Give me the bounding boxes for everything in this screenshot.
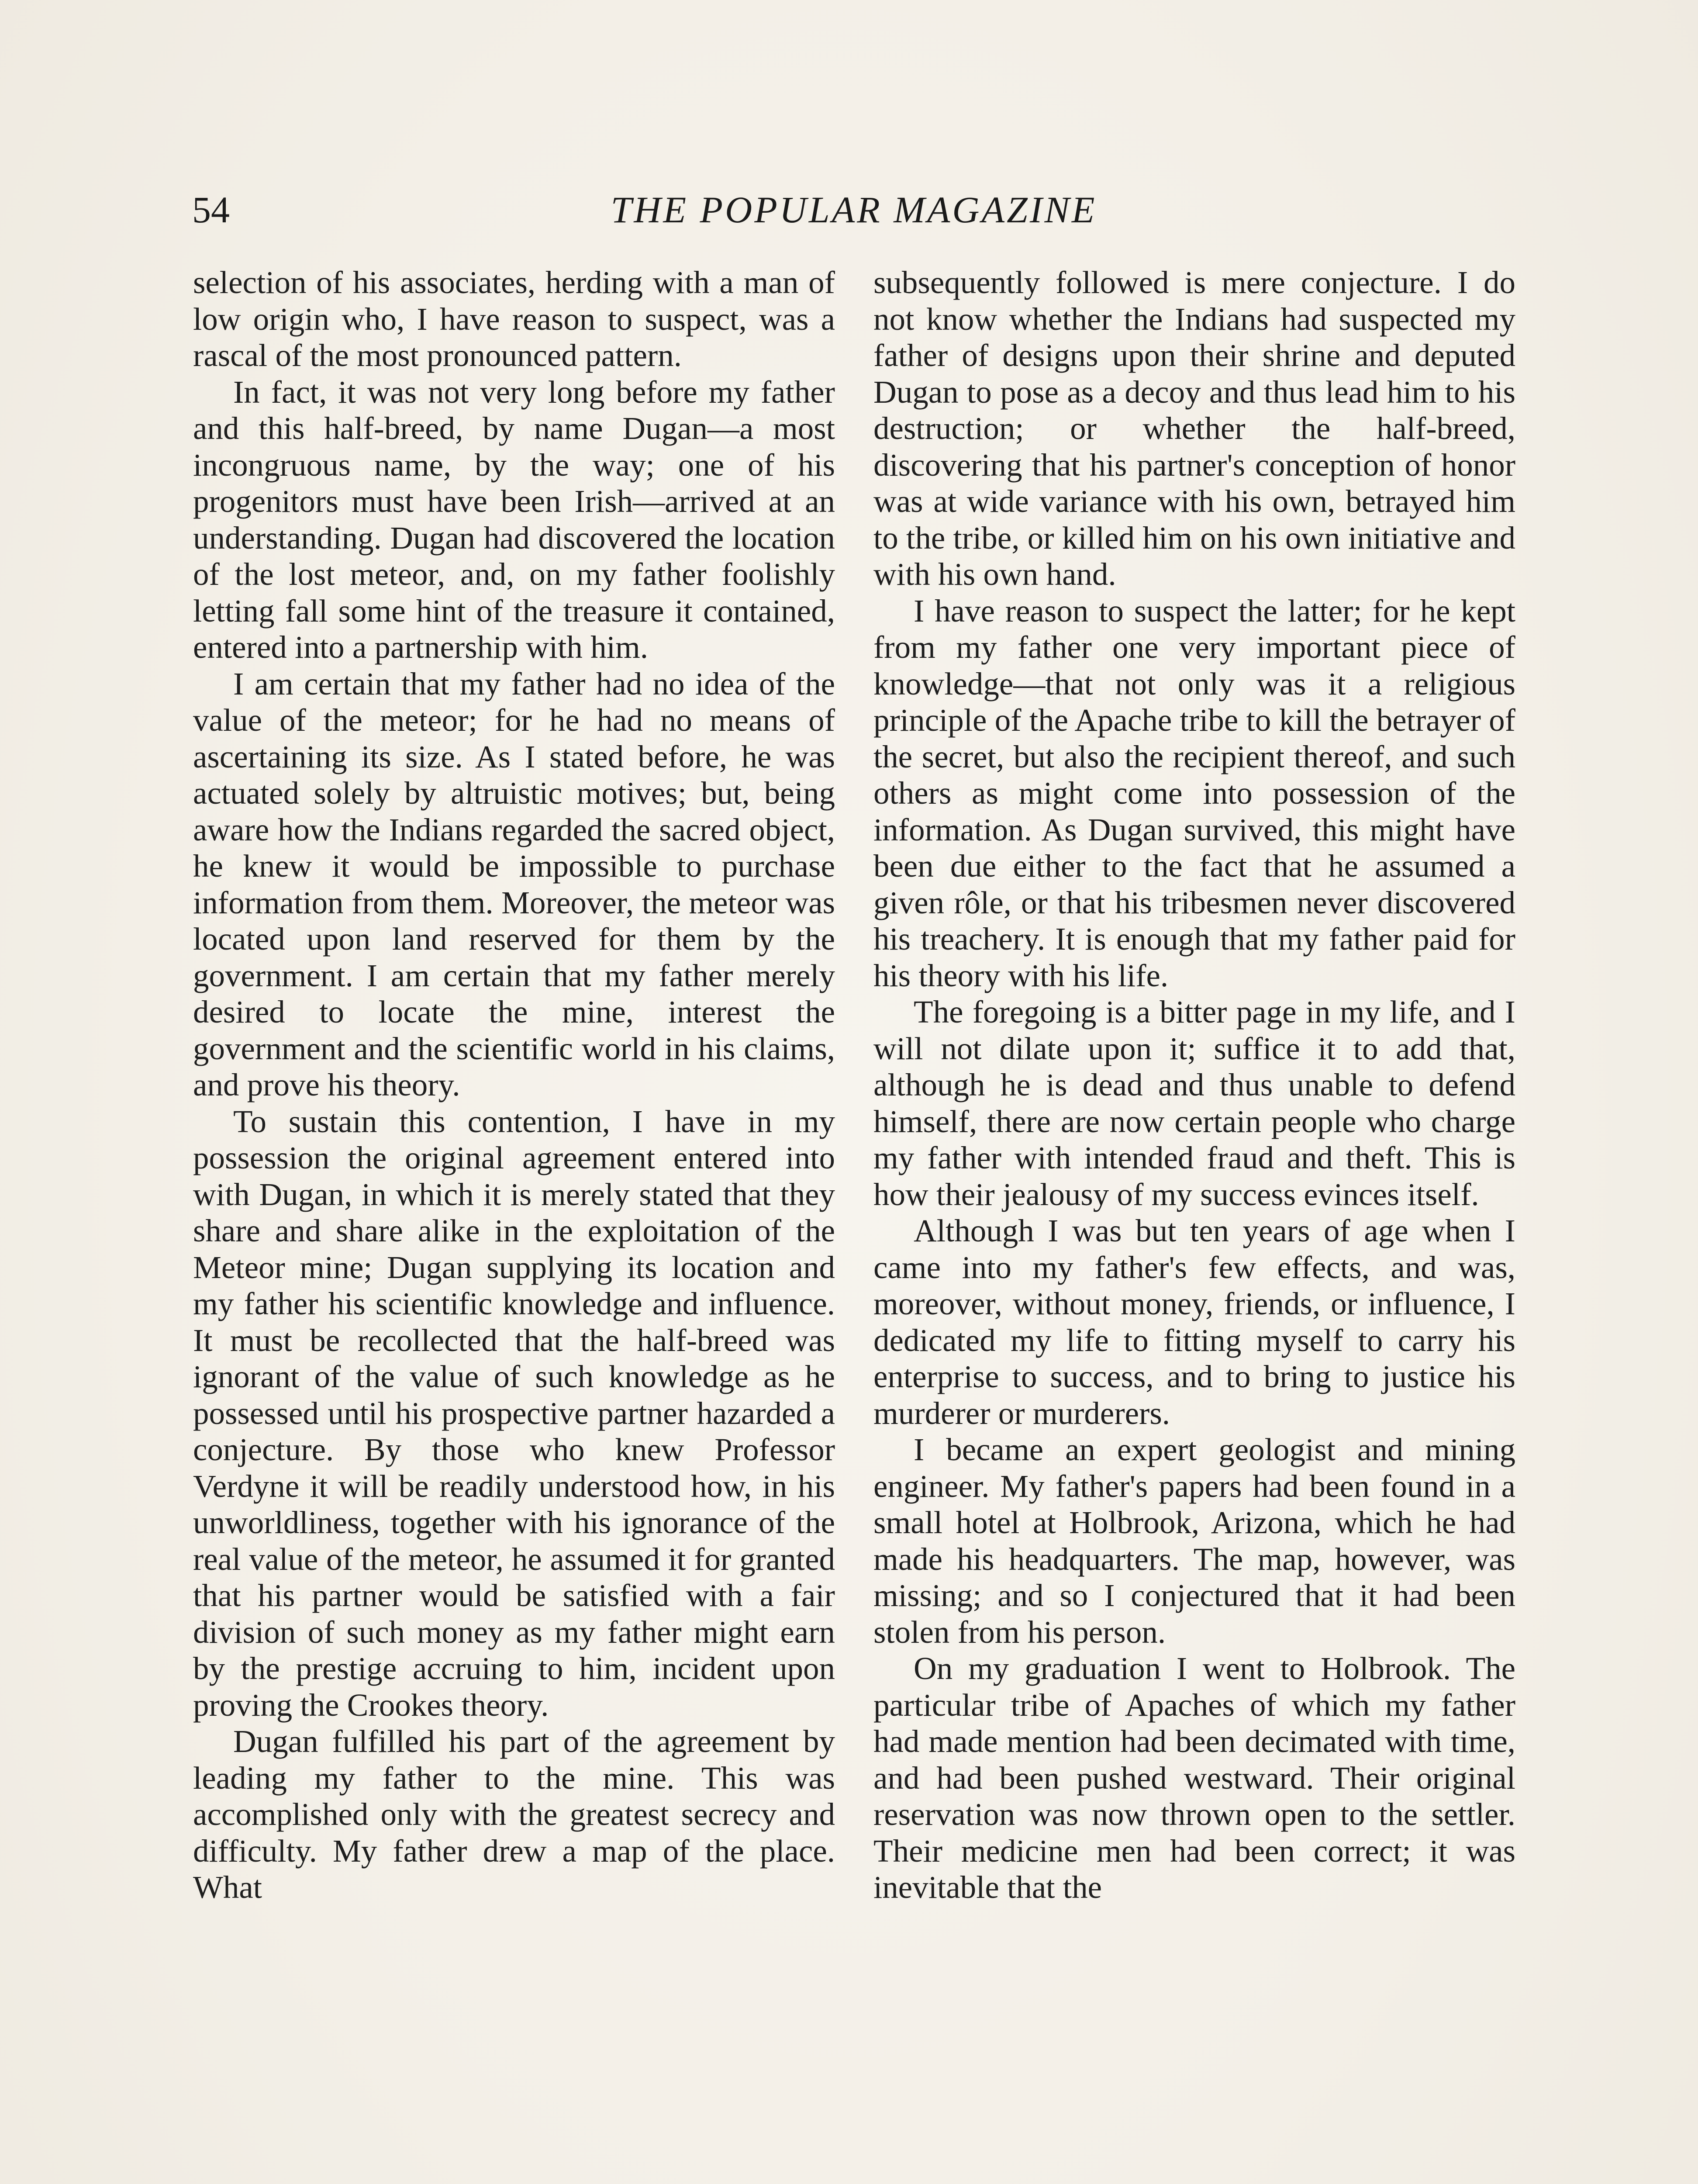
paragraph: Although I was but ten years of age when I came into my father's few effects, and was, moreover, without money, friends, or influence, I dedicated my life to fitting myself to carry his enterprise to success, and to bring to justice his murderer or murderers. [873,1213,1515,1431]
paragraph: I am certain that my father had no idea of the value of the meteor; for he had no means of ascertaining its size. As I stated before, he was actuated solely by altruistic motives; but, being aware how the Indians regarded the sacred object, he knew it would be impossible to purchase information from them. Moreover, the meteor was located upon land reserved for them by the government. I am certain that my father merely desired to locate the mine, interest the government and the scientific world in his claims, and prove his theory. [193,666,835,1102]
paragraph: On my graduation I went to Holbrook. The particular tribe of Apaches of which my father had made mention had been decimated with time, and had been pushed westward. Their original reservation was now thrown open to the settler. Their medicine men had been correct; it was inevitable that the [873,1651,1515,1905]
right-column [873,264,1515,1906]
paragraph: To sustain this contention, I have in my possession the original agreement entered into with Dugan, in which it is merely stated that they share and share alike in the exploitation of the Meteor mine; Dugan supplying its location and my father his scientific knowledge and influence. It must be recollected that the half-breed was ignorant of the value of such knowledge as he possessed until his prospective partner hazarded a conjecture. By those who knew Professor Verdyne it will be readily understood how, in his unworldliness, together with his ignorance of the real value of the meteor, he assumed it for granted that his partner would be satisfied with a fair division of such money as my father might earn by the prestige accruing to him, incident upon proving the Crookes theory. [193,1103,835,1723]
paragraph: The foregoing is a bitter page in my life, and I will not dilate upon it; suffice it to add that, although he is dead and thus unable to defend himself, there are now certain people who charge my father with intended fraud and theft. This is how their jealousy of my success evinces itself. [873,994,1515,1212]
left-column [193,264,835,1906]
page-header [192,186,1515,234]
paragraph: In fact, it was not very long before my father and this half-breed, by name Dugan—a most incongruous name, by the way; one of his progenitors must have been Irish—arrived at an understanding. Dugan had discovered the location of the lost meteor, and, on my father foolishly letting fall some hint of the treasure it contained, entered into a partnership with him. [193,374,835,665]
paragraph: subsequently followed is mere conjecture. I do not know whether the Indians had suspected my father of designs upon their shrine and deputed Dugan to pose as a decoy and thus lead him to his destruction; or whether the half-breed, discovering that his partner's conception of honor was at wide variance with his own, betrayed him to the tribe, or killed him on his own initiative and with his own hand. [873,265,1515,592]
paragraph: Dugan fulfilled his part of the agreement by leading my father to the mine. This was accomplished only with the greatest secrecy and difficulty. My father drew a map of the place. What [193,1724,835,1905]
paragraph: I have reason to suspect the latter; for he kept from my father one very important piece of knowledge—that not only was it a religious principle of the Apache tribe to kill the betrayer of the secret, but also the recipient thereof, and such others as might come into possession of the information. As Dugan survived, this might have been due either to the fact that he assumed a given rôle, or that his tribesmen never discovered his treachery. It is enough that my father paid for his theory with his life. [873,593,1515,993]
paragraph: selection of his associates, herding with a man of low origin who, I have reason to suspect, was a rascal of the most pronounced pattern. [193,265,835,373]
running-title: THE POPULAR MAGAZINE [611,189,1097,231]
page-number: 54 [192,189,230,231]
paragraph: I became an expert geologist and mining engineer. My father's papers had been found in a small hotel at Holbrook, Arizona, which he had made his headquarters. The map, however, was missing; and so I conjectured that it had been stolen from his person. [873,1432,1515,1650]
